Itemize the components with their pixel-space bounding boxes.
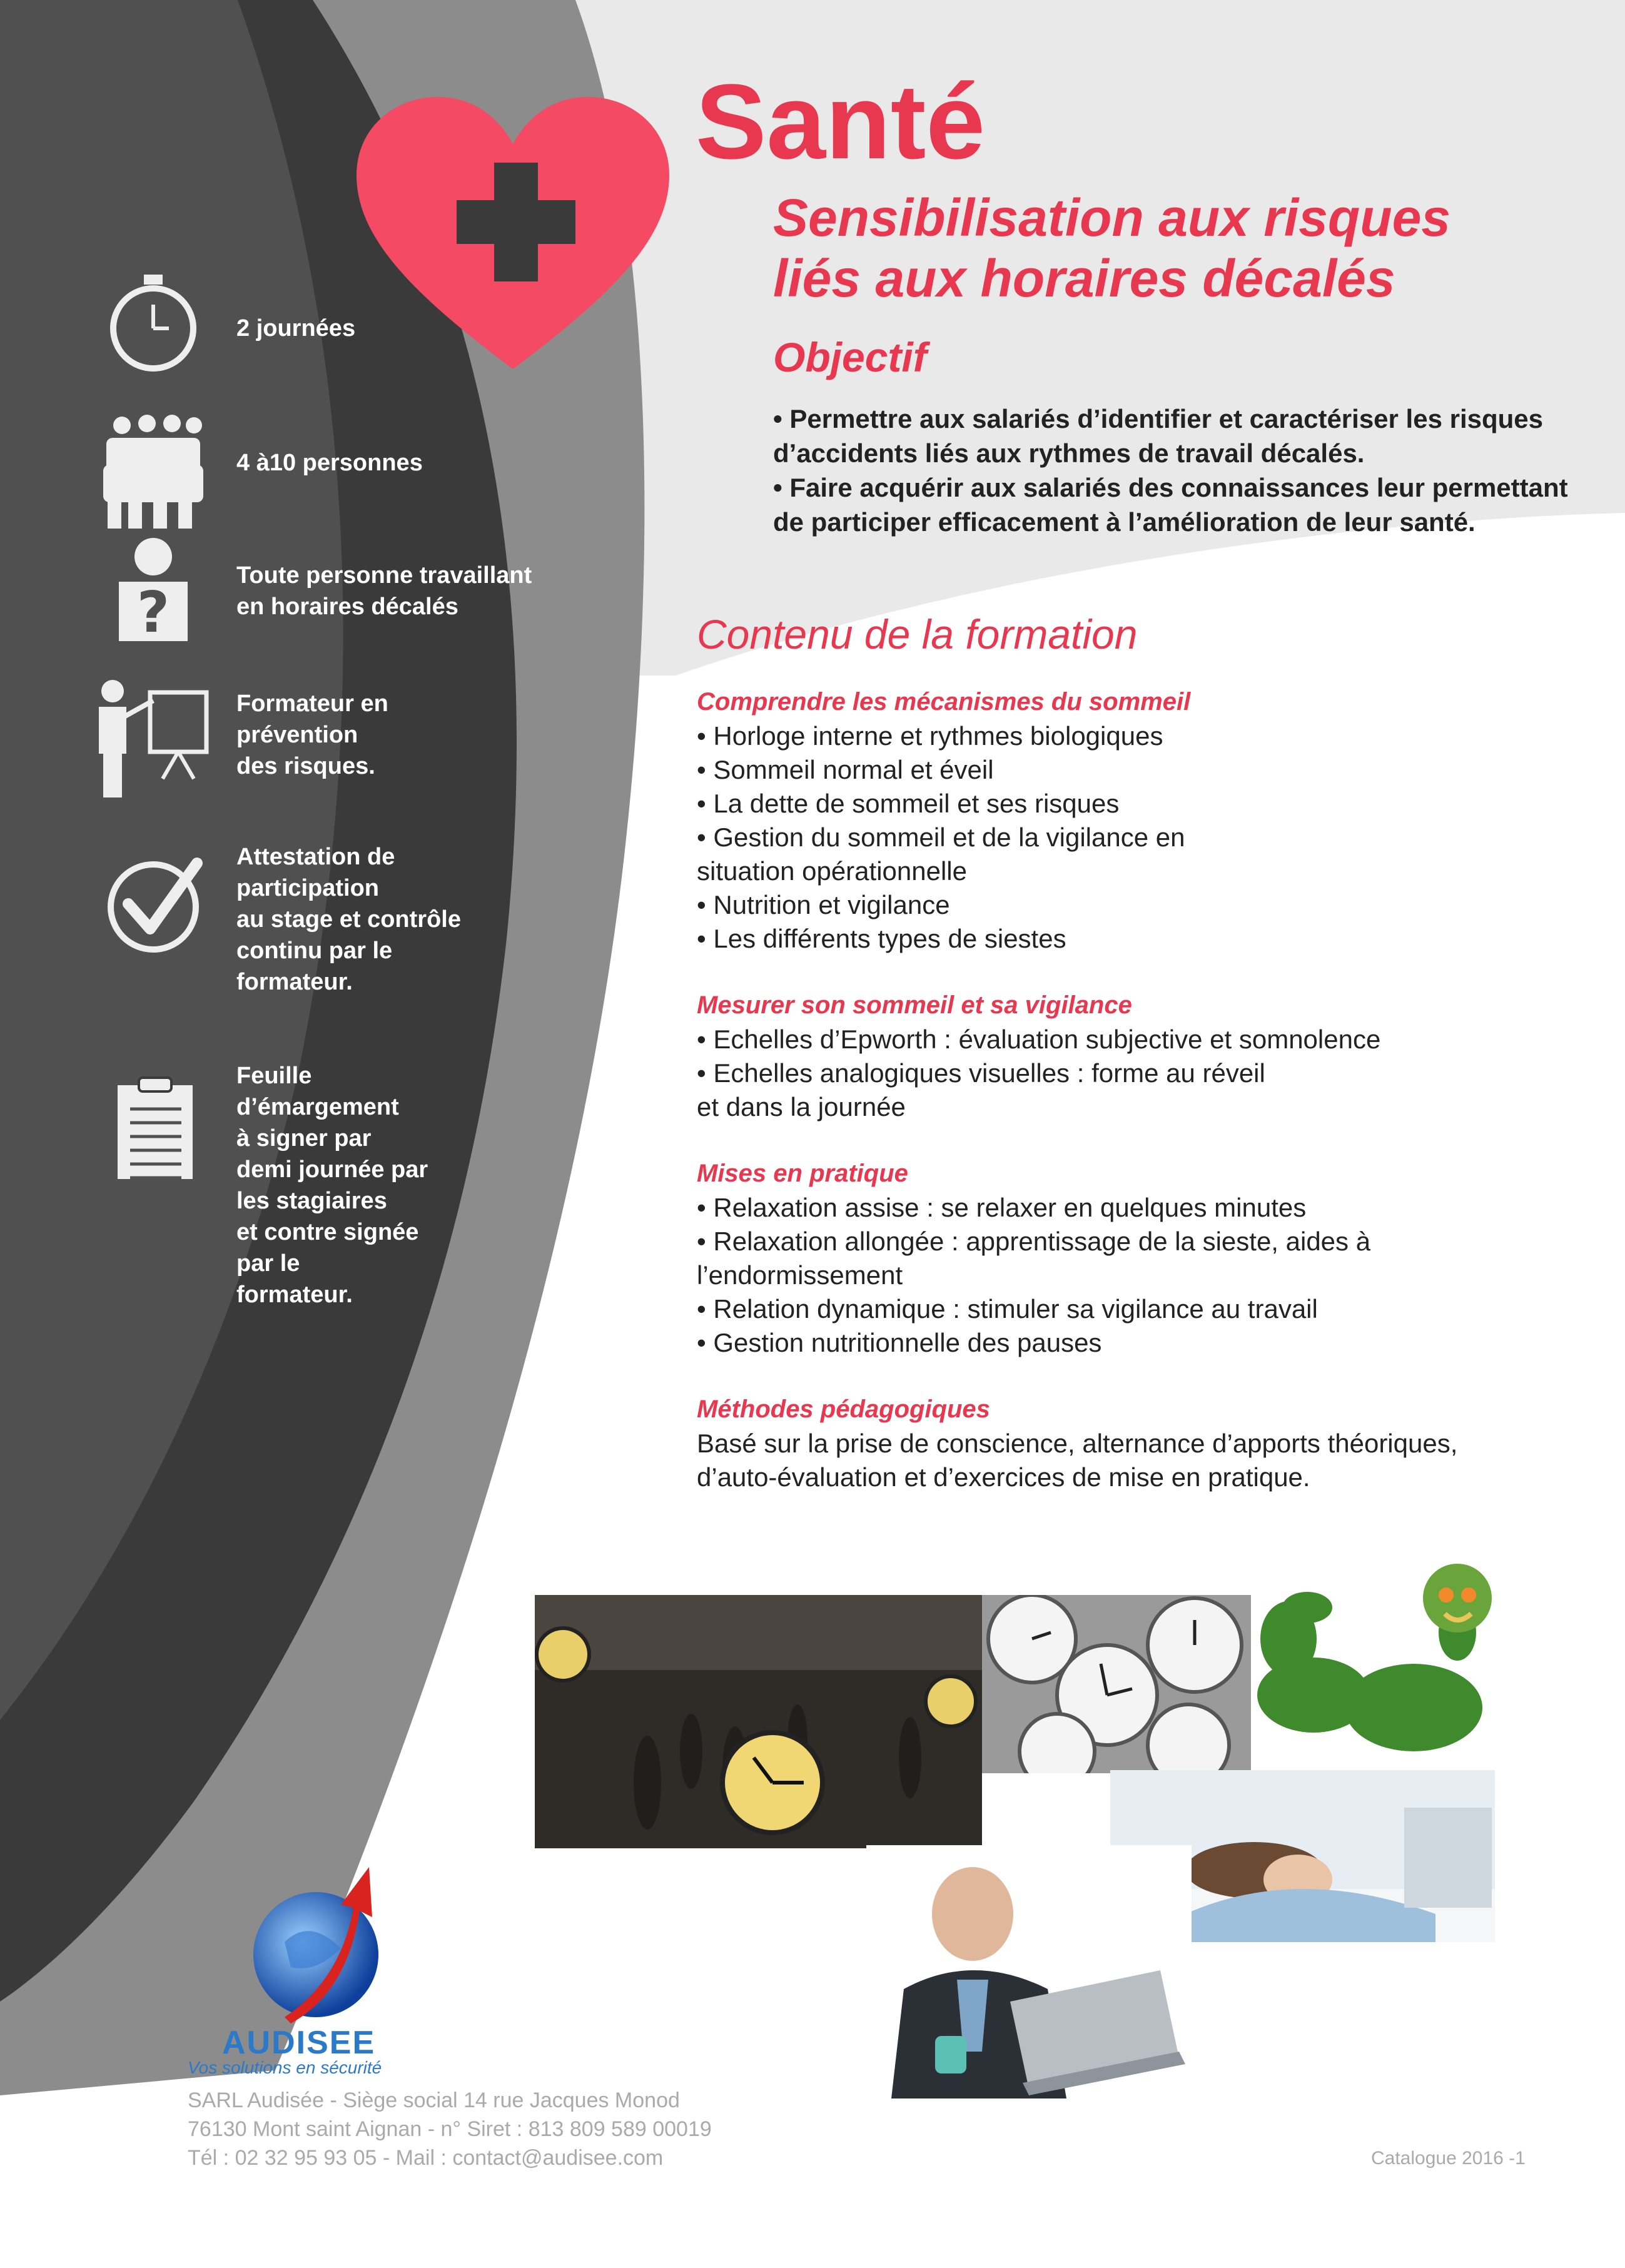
content-section — [697, 1157, 1541, 1360]
footer-address — [188, 2086, 712, 2172]
svg-text:?: ? — [136, 580, 170, 645]
section-title: Comprendre les mécanismes du sommeil — [697, 688, 1191, 716]
subtitle-line-2: liés aux horaires décalés — [773, 249, 1395, 308]
info-text: Feuille d’émargement à signer par demi journée par les stagiaires et contre signée par le formateur. — [236, 1063, 428, 1308]
section-line: Basé sur la prise de conscience, alternance d’apports théoriques, — [697, 1429, 1458, 1458]
section-line: • Echelles analogiques visuelles : forme au réveil — [697, 1058, 1265, 1088]
group-icon — [94, 410, 213, 529]
objective-heading: Objectif — [773, 334, 927, 380]
page-title: Santé — [696, 63, 985, 181]
stopwatch-icon — [94, 266, 213, 385]
section-line: • Gestion nutritionnelle des pauses — [697, 1328, 1102, 1357]
catalogue-label: Catalogue 2016 -1 — [1371, 2148, 1526, 2169]
section-line: et dans la journée — [697, 1092, 906, 1121]
objective-item: • Faire acquérir aux salariés des connaissances leur permettant de participer efficacement à l’amélioration de leur santé. — [773, 473, 1568, 537]
photo-clocks-station — [535, 1595, 982, 1848]
section-line: situation opérationnelle — [697, 856, 967, 886]
section-title: Mesurer son sommeil et sa vigilance — [697, 991, 1132, 1019]
section-line: • Nutrition et vigilance — [697, 890, 950, 919]
brand-slogan: Vos solutions en sécurité — [188, 2058, 382, 2077]
info-text: Toute personne travaillant en horaires décalés — [236, 562, 532, 620]
page-subtitle — [773, 188, 1450, 310]
info-text: 4 à10 personnes — [236, 450, 423, 476]
footer-line: 76130 Mont saint Aignan - n° Siret : 813 809 589 00019 — [188, 2117, 712, 2141]
content-heading: Contenu de la formation — [697, 611, 1138, 657]
objective-item: • Permettre aux salariés d’identifier et caractériser les risques d’accidents liés aux rythmes de travail décalés. — [773, 404, 1544, 468]
info-text: Formateur en prévention des risques. — [236, 691, 388, 779]
photo-vegetable-figure — [1251, 1551, 1526, 1770]
section-title: Mises en pratique — [697, 1160, 908, 1187]
section-line: • Echelles d’Epworth : évaluation subjective et somnolence — [697, 1025, 1381, 1054]
section-line: • Gestion du sommeil et de la vigilance en — [697, 823, 1185, 852]
person-question-icon — [94, 538, 213, 657]
subtitle-line-1: Sensibilisation aux risques — [773, 188, 1451, 247]
section-line: • Sommeil normal et éveil — [697, 755, 994, 784]
checkmark-circle-icon — [94, 841, 213, 960]
info-text: Attestation de participation au stage et contrôle continu par le formateur. — [236, 844, 461, 995]
content-section — [697, 685, 1541, 956]
section-title: Méthodes pédagogiques — [697, 1395, 990, 1423]
section-line: • Relation dynamique : stimuler sa vigilance au travail — [697, 1294, 1318, 1324]
section-line: • La dette de sommeil et ses risques — [697, 789, 1120, 818]
content-sections — [697, 685, 1541, 1527]
content-section — [697, 988, 1541, 1124]
section-line: • Horloge interne et rythmes biologiques — [697, 721, 1163, 751]
objectives-list — [773, 402, 1586, 539]
info-text: 2 journées — [236, 315, 356, 342]
section-line: • Relaxation allongée : apprentissage de la sieste, aides à — [697, 1227, 1371, 1256]
photo-clock-gears — [982, 1595, 1251, 1773]
trainer-board-icon — [94, 679, 213, 797]
section-line: • Les différents types de siestes — [697, 924, 1066, 953]
footer-line: Tél : 02 32 95 93 05 - Mail : contact@audisee.com — [188, 2146, 664, 2170]
globe-logo-icon — [247, 1842, 391, 2030]
footer-line: SARL Audisée - Siège social 14 rue Jacques Monod — [188, 2088, 680, 2112]
section-line: • Relaxation assise : se relaxer en quelques minutes — [697, 1193, 1307, 1222]
clipboard-icon — [94, 1060, 213, 1179]
section-line: l’endormissement — [697, 1260, 903, 1290]
section-line: d’auto-évaluation et d’exercices de mise en pratique. — [697, 1462, 1310, 1492]
brand-name: AUDISEE — [222, 2025, 376, 2061]
photo-tired-man-laptop — [866, 1845, 1192, 2098]
content-section — [697, 1392, 1541, 1494]
